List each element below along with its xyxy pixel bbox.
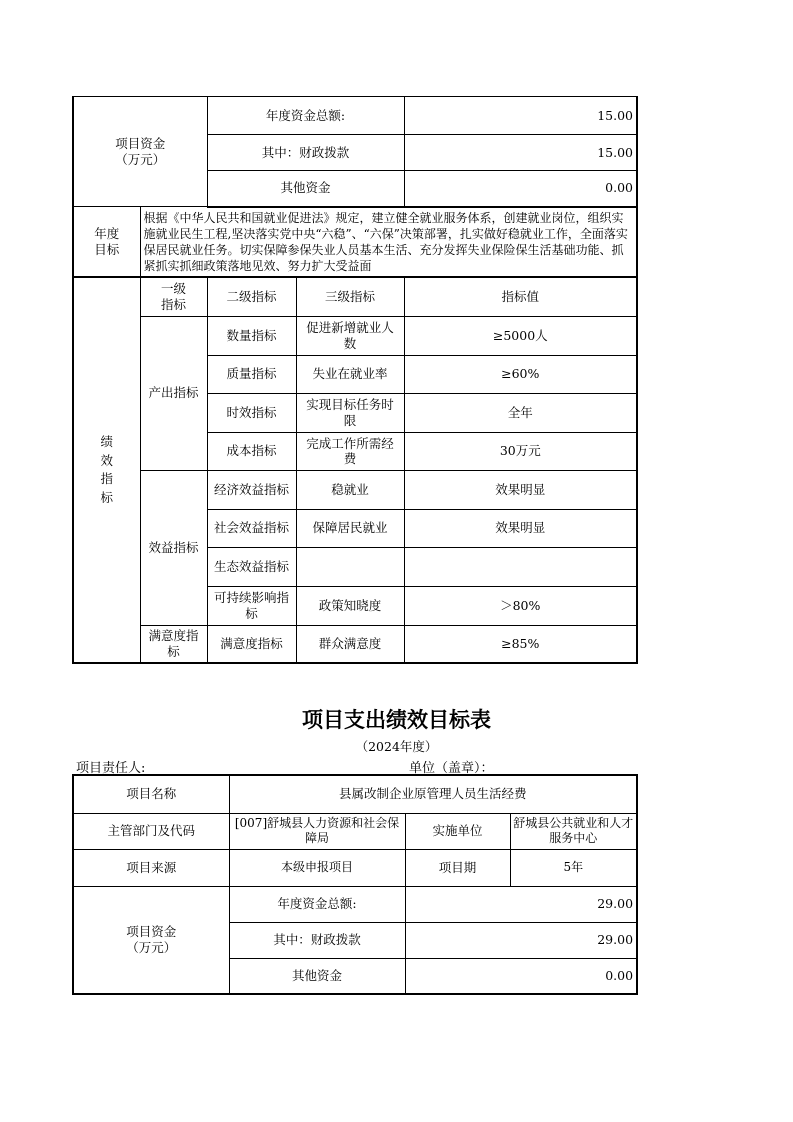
lower-fund-finance-label: 其中：财政拨款	[229, 922, 405, 958]
page-subtitle: （2024年度）	[355, 739, 438, 754]
indicator-value: 效果明显	[404, 470, 637, 509]
indicator-l2: 时效指标	[207, 393, 296, 432]
indicator-value: 效果明显	[404, 509, 637, 547]
project-name-value: 县属改制企业原管理人员生活经费	[229, 775, 637, 813]
group-output: 产出指标	[140, 316, 207, 470]
lower-fund-other-label: 其他资金	[229, 958, 405, 994]
indicator-l2: 经济效益指标	[207, 470, 296, 509]
indicator-l2: 数量指标	[207, 316, 296, 355]
lower-fund-finance-value: 29.00	[405, 922, 637, 958]
source-value: 本级申报项目	[229, 849, 405, 886]
header-value: 指标值	[404, 277, 637, 316]
indicator-value: ≥60%	[404, 355, 637, 393]
indicator-l3: 政策知晓度	[296, 586, 404, 625]
indicator-value: ≥5000人	[404, 316, 637, 355]
fund-other-value: 0.00	[404, 171, 637, 207]
fund-total-value: 15.00	[404, 97, 637, 135]
upper-performance-table	[72, 96, 638, 664]
indicator-l3: 失业在就业率	[296, 355, 404, 393]
performance-indicator-label: 绩 效 指 标	[73, 277, 140, 663]
lower-fund-label: 项目资金 （万元）	[73, 886, 229, 994]
lower-fund-total-label: 年度资金总额:	[229, 886, 405, 922]
indicator-value: 全年	[404, 393, 637, 432]
impl-unit-value: 舒城县公共就业和人才 服务中心	[510, 813, 637, 849]
group-benefit: 效益指标	[140, 470, 207, 625]
indicator-l2: 质量指标	[207, 355, 296, 393]
indicator-l3: 完成工作所需经 费	[296, 432, 404, 470]
lower-performance-table	[72, 774, 638, 995]
period-value: 5年	[510, 849, 637, 886]
indicator-l3: 促进新增就业人 数	[296, 316, 404, 355]
lower-fund-total-value: 29.00	[405, 886, 637, 922]
indicator-l3: 稳就业	[296, 470, 404, 509]
header-level1: 一级 指标	[140, 277, 207, 316]
indicator-l2: 社会效益指标	[207, 509, 296, 547]
indicator-l2: 生态效益指标	[207, 547, 296, 586]
fund-total-label: 年度资金总额:	[207, 97, 404, 135]
unit-seal-label: 单位（盖章）：	[409, 761, 494, 776]
indicator-l2: 可持续影响指 标	[207, 586, 296, 625]
indicator-l3	[296, 547, 404, 586]
indicator-value: 30万元	[404, 432, 637, 470]
responsible-person-label: 项目责任人:	[76, 761, 146, 776]
annual-goal-label: 年度 目标	[73, 207, 140, 278]
indicator-l3: 保障居民就业	[296, 509, 404, 547]
indicator-l3: 群众满意度	[296, 625, 404, 663]
indicator-l2: 满意度指标	[207, 625, 296, 663]
fund-other-label: 其他资金	[207, 171, 404, 207]
indicator-l3: 实现目标任务时 限	[296, 393, 404, 432]
lower-fund-other-value: 0.00	[405, 958, 637, 994]
source-label: 项目来源	[73, 849, 229, 886]
fund-finance-label: 其中：财政拨款	[207, 135, 404, 171]
indicator-value	[404, 547, 637, 586]
fund-label: 项目资金 （万元）	[73, 97, 207, 207]
indicator-l2: 成本指标	[207, 432, 296, 470]
dept-value: [007]舒城县人力资源和社会保 障局	[229, 813, 405, 849]
indicator-value: ≥85%	[404, 625, 637, 663]
indicator-value: ＞80%	[404, 586, 637, 625]
header-level2: 二级指标	[207, 277, 296, 316]
page-title: 项目支出绩效目标表	[302, 708, 491, 732]
impl-unit-label: 实施单位	[405, 813, 510, 849]
group-satisfaction: 满意度指 标	[140, 625, 207, 663]
dept-label: 主管部门及代码	[73, 813, 229, 849]
period-label: 项目期	[405, 849, 510, 886]
header-level3: 三级指标	[296, 277, 404, 316]
fund-finance-value: 15.00	[404, 135, 637, 171]
project-name-label: 项目名称	[73, 775, 229, 813]
annual-goal-text: 根据《中华人民共和国就业促进法》规定，建立健全就业服务体系，创建就业岗位，组织实施就业民生工程,坚决落实党中央“六稳”、“六保”决策部署，扎实做好稳就业工作，全面落实保居民就业任务。切实保障参保失业人员基本生活、充分发挥失业保险保生活基础功能、抓紧抓实抓细政策落地见效、努力扩大受益面	[140, 207, 637, 278]
